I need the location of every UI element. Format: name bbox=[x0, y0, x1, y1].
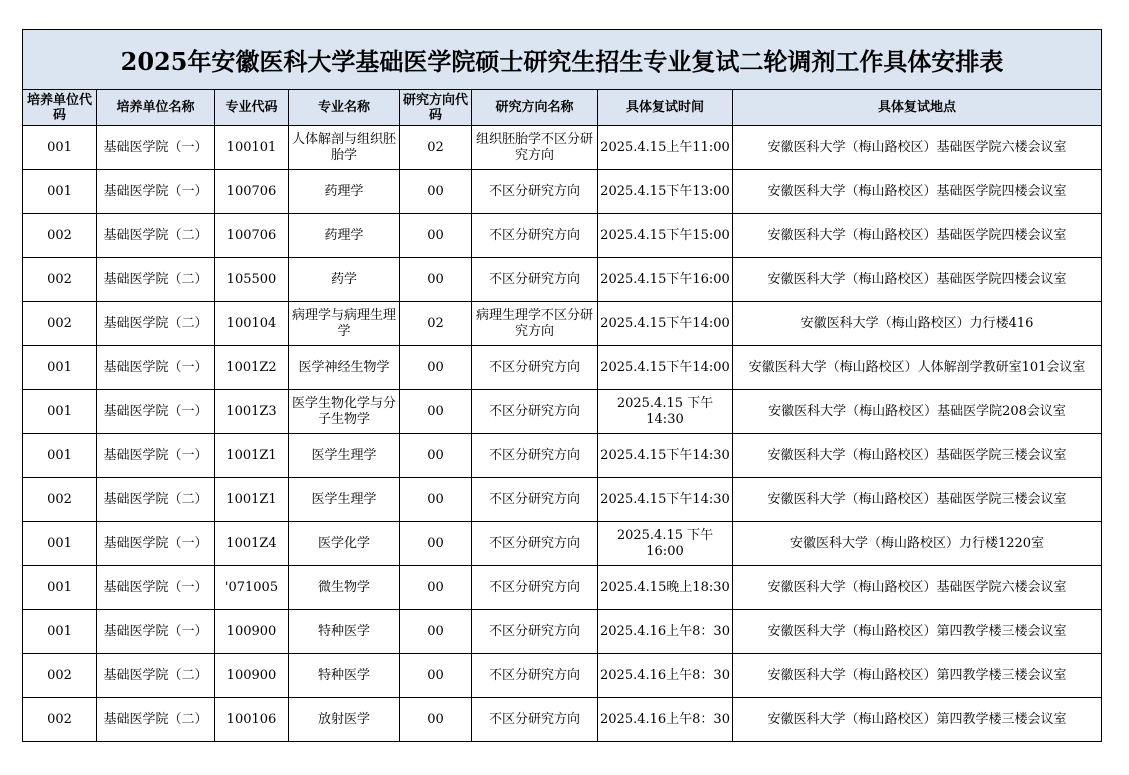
cell-major-name: 人体解剖与组织胚胎学 bbox=[289, 126, 400, 170]
cell-unit-code: 001 bbox=[23, 522, 97, 566]
cell-unit-name: 基础医学院（二） bbox=[97, 654, 215, 698]
cell-exam-location: 安徽医科大学（梅山路校区）基础医学院六楼会议室 bbox=[733, 126, 1102, 170]
cell-direction-name: 病理生理学不区分研究方向 bbox=[472, 302, 598, 346]
cell-unit-code: 002 bbox=[23, 302, 97, 346]
cell-major-name: 药学 bbox=[289, 258, 400, 302]
cell-direction-name: 不区分研究方向 bbox=[472, 654, 598, 698]
cell-major-name: 药理学 bbox=[289, 170, 400, 214]
table-row bbox=[23, 434, 1102, 478]
cell-unit-code: 002 bbox=[23, 478, 97, 522]
cell-direction-name: 不区分研究方向 bbox=[472, 434, 598, 478]
cell-exam-time: 2025.4.16上午8：30 bbox=[598, 698, 733, 742]
cell-direction-code: 00 bbox=[400, 566, 472, 610]
cell-exam-time: 2025.4.15 下午16:00 bbox=[598, 522, 733, 566]
cell-exam-location: 安徽医科大学（梅山路校区）基础医学院208会议室 bbox=[733, 390, 1102, 434]
cell-major-name: 医学生物化学与分子生物学 bbox=[289, 390, 400, 434]
header-exam-time: 具体复试时间 bbox=[598, 90, 733, 126]
table-row bbox=[23, 214, 1102, 258]
cell-exam-location: 安徽医科大学（梅山路校区）基础医学院六楼会议室 bbox=[733, 566, 1102, 610]
schedule-table bbox=[22, 29, 1102, 742]
cell-unit-name: 基础医学院（一） bbox=[97, 610, 215, 654]
cell-exam-location: 安徽医科大学（梅山路校区）第四教学楼三楼会议室 bbox=[733, 698, 1102, 742]
cell-unit-code: 001 bbox=[23, 390, 97, 434]
cell-unit-name: 基础医学院（一） bbox=[97, 566, 215, 610]
cell-unit-code: 001 bbox=[23, 566, 97, 610]
table-row bbox=[23, 258, 1102, 302]
cell-major-name: 特种医学 bbox=[289, 610, 400, 654]
cell-major-name: 放射医学 bbox=[289, 698, 400, 742]
cell-exam-time: 2025.4.15下午14:30 bbox=[598, 434, 733, 478]
cell-direction-code: 00 bbox=[400, 390, 472, 434]
cell-exam-location: 安徽医科大学（梅山路校区）基础医学院三楼会议室 bbox=[733, 478, 1102, 522]
cell-direction-name: 不区分研究方向 bbox=[472, 390, 598, 434]
cell-major-code: 100900 bbox=[215, 654, 289, 698]
cell-exam-time: 2025.4.15下午15:00 bbox=[598, 214, 733, 258]
cell-direction-name: 组织胚胎学不区分研究方向 bbox=[472, 126, 598, 170]
cell-unit-code: 001 bbox=[23, 434, 97, 478]
cell-exam-time: 2025.4.15下午14:30 bbox=[598, 478, 733, 522]
cell-major-code: 100900 bbox=[215, 610, 289, 654]
table-row bbox=[23, 126, 1102, 170]
cell-major-code: 1001Z3 bbox=[215, 390, 289, 434]
cell-direction-name: 不区分研究方向 bbox=[472, 610, 598, 654]
cell-unit-code: 001 bbox=[23, 610, 97, 654]
table-row bbox=[23, 478, 1102, 522]
cell-direction-code: 00 bbox=[400, 346, 472, 390]
cell-exam-time: 2025.4.15上午11:00 bbox=[598, 126, 733, 170]
cell-major-code: '071005 bbox=[215, 566, 289, 610]
cell-exam-location: 安徽医科大学（梅山路校区）基础医学院四楼会议室 bbox=[733, 214, 1102, 258]
cell-direction-name: 不区分研究方向 bbox=[472, 170, 598, 214]
cell-major-name: 病理学与病理生理学 bbox=[289, 302, 400, 346]
cell-unit-code: 002 bbox=[23, 258, 97, 302]
cell-exam-location: 安徽医科大学（梅山路校区）基础医学院四楼会议室 bbox=[733, 258, 1102, 302]
cell-exam-location: 安徽医科大学（梅山路校区）第四教学楼三楼会议室 bbox=[733, 654, 1102, 698]
cell-unit-code: 001 bbox=[23, 126, 97, 170]
cell-unit-name: 基础医学院（二） bbox=[97, 698, 215, 742]
table-row bbox=[23, 566, 1102, 610]
cell-unit-name: 基础医学院（一） bbox=[97, 390, 215, 434]
header-direction-code: 研究方向代码 bbox=[400, 90, 472, 126]
cell-direction-code: 00 bbox=[400, 214, 472, 258]
table-row bbox=[23, 654, 1102, 698]
table-row bbox=[23, 698, 1102, 742]
cell-exam-location: 安徽医科大学（梅山路校区）力行楼1220室 bbox=[733, 522, 1102, 566]
cell-exam-time: 2025.4.15下午14:00 bbox=[598, 346, 733, 390]
cell-unit-code: 002 bbox=[23, 214, 97, 258]
cell-exam-location: 安徽医科大学（梅山路校区）人体解剖学教研室101会议室 bbox=[733, 346, 1102, 390]
cell-direction-code: 00 bbox=[400, 610, 472, 654]
cell-major-code: 100706 bbox=[215, 214, 289, 258]
cell-major-name: 医学神经生物学 bbox=[289, 346, 400, 390]
cell-major-name: 药理学 bbox=[289, 214, 400, 258]
cell-direction-code: 00 bbox=[400, 698, 472, 742]
cell-major-code: 100106 bbox=[215, 698, 289, 742]
cell-exam-location: 安徽医科大学（梅山路校区）基础医学院四楼会议室 bbox=[733, 170, 1102, 214]
header-unit-name: 培养单位名称 bbox=[97, 90, 215, 126]
cell-major-name: 医学化学 bbox=[289, 522, 400, 566]
table-body bbox=[23, 126, 1102, 742]
cell-direction-code: 00 bbox=[400, 654, 472, 698]
cell-direction-code: 02 bbox=[400, 126, 472, 170]
cell-unit-name: 基础医学院（二） bbox=[97, 214, 215, 258]
cell-major-code: 100101 bbox=[215, 126, 289, 170]
cell-direction-code: 00 bbox=[400, 258, 472, 302]
cell-unit-code: 002 bbox=[23, 654, 97, 698]
cell-exam-location: 安徽医科大学（梅山路校区）基础医学院三楼会议室 bbox=[733, 434, 1102, 478]
cell-direction-name: 不区分研究方向 bbox=[472, 346, 598, 390]
cell-major-name: 微生物学 bbox=[289, 566, 400, 610]
cell-unit-name: 基础医学院（一） bbox=[97, 522, 215, 566]
cell-direction-code: 00 bbox=[400, 434, 472, 478]
table-row bbox=[23, 390, 1102, 434]
cell-major-code: 1001Z4 bbox=[215, 522, 289, 566]
cell-unit-name: 基础医学院（一） bbox=[97, 346, 215, 390]
cell-unit-code: 001 bbox=[23, 346, 97, 390]
cell-unit-name: 基础医学院（二） bbox=[97, 302, 215, 346]
cell-major-code: 1001Z1 bbox=[215, 478, 289, 522]
cell-exam-time: 2025.4.15下午13:00 bbox=[598, 170, 733, 214]
cell-unit-code: 001 bbox=[23, 170, 97, 214]
cell-major-code: 105500 bbox=[215, 258, 289, 302]
table-row bbox=[23, 170, 1102, 214]
cell-exam-time: 2025.4.15晚上18:30 bbox=[598, 566, 733, 610]
header-unit-code: 培养单位代码 bbox=[23, 90, 97, 126]
cell-unit-code: 002 bbox=[23, 698, 97, 742]
table-title: 2025年安徽医科大学基础医学院硕士研究生招生专业复试二轮调剂工作具体安排表 bbox=[23, 30, 1102, 90]
cell-unit-name: 基础医学院（一） bbox=[97, 434, 215, 478]
header-direction-name: 研究方向名称 bbox=[472, 90, 598, 126]
header-exam-location: 具体复试地点 bbox=[733, 90, 1102, 126]
cell-exam-time: 2025.4.15下午16:00 bbox=[598, 258, 733, 302]
schedule-sheet bbox=[22, 29, 1101, 742]
cell-direction-name: 不区分研究方向 bbox=[472, 698, 598, 742]
cell-direction-name: 不区分研究方向 bbox=[472, 566, 598, 610]
cell-direction-code: 00 bbox=[400, 522, 472, 566]
cell-unit-name: 基础医学院（二） bbox=[97, 478, 215, 522]
cell-major-code: 1001Z1 bbox=[215, 434, 289, 478]
table-row bbox=[23, 302, 1102, 346]
cell-exam-time: 2025.4.15下午14:00 bbox=[598, 302, 733, 346]
cell-exam-time: 2025.4.16上午8：30 bbox=[598, 610, 733, 654]
cell-exam-time: 2025.4.15 下午14:30 bbox=[598, 390, 733, 434]
cell-exam-location: 安徽医科大学（梅山路校区）力行楼416 bbox=[733, 302, 1102, 346]
cell-exam-location: 安徽医科大学（梅山路校区）第四教学楼三楼会议室 bbox=[733, 610, 1102, 654]
header-row bbox=[23, 90, 1102, 126]
table-row bbox=[23, 522, 1102, 566]
header-major-code: 专业代码 bbox=[215, 90, 289, 126]
header-major-name: 专业名称 bbox=[289, 90, 400, 126]
cell-major-name: 医学生理学 bbox=[289, 434, 400, 478]
cell-direction-name: 不区分研究方向 bbox=[472, 214, 598, 258]
cell-major-code: 100104 bbox=[215, 302, 289, 346]
cell-direction-code: 00 bbox=[400, 478, 472, 522]
cell-unit-name: 基础医学院（一） bbox=[97, 170, 215, 214]
cell-exam-time: 2025.4.16上午8：30 bbox=[598, 654, 733, 698]
cell-major-code: 1001Z2 bbox=[215, 346, 289, 390]
table-row bbox=[23, 346, 1102, 390]
cell-direction-name: 不区分研究方向 bbox=[472, 258, 598, 302]
cell-direction-name: 不区分研究方向 bbox=[472, 522, 598, 566]
cell-major-name: 特种医学 bbox=[289, 654, 400, 698]
cell-direction-name: 不区分研究方向 bbox=[472, 478, 598, 522]
cell-unit-name: 基础医学院（一） bbox=[97, 126, 215, 170]
table-row bbox=[23, 610, 1102, 654]
cell-direction-code: 00 bbox=[400, 170, 472, 214]
cell-major-name: 医学生理学 bbox=[289, 478, 400, 522]
cell-unit-name: 基础医学院（二） bbox=[97, 258, 215, 302]
cell-direction-code: 02 bbox=[400, 302, 472, 346]
cell-major-code: 100706 bbox=[215, 170, 289, 214]
